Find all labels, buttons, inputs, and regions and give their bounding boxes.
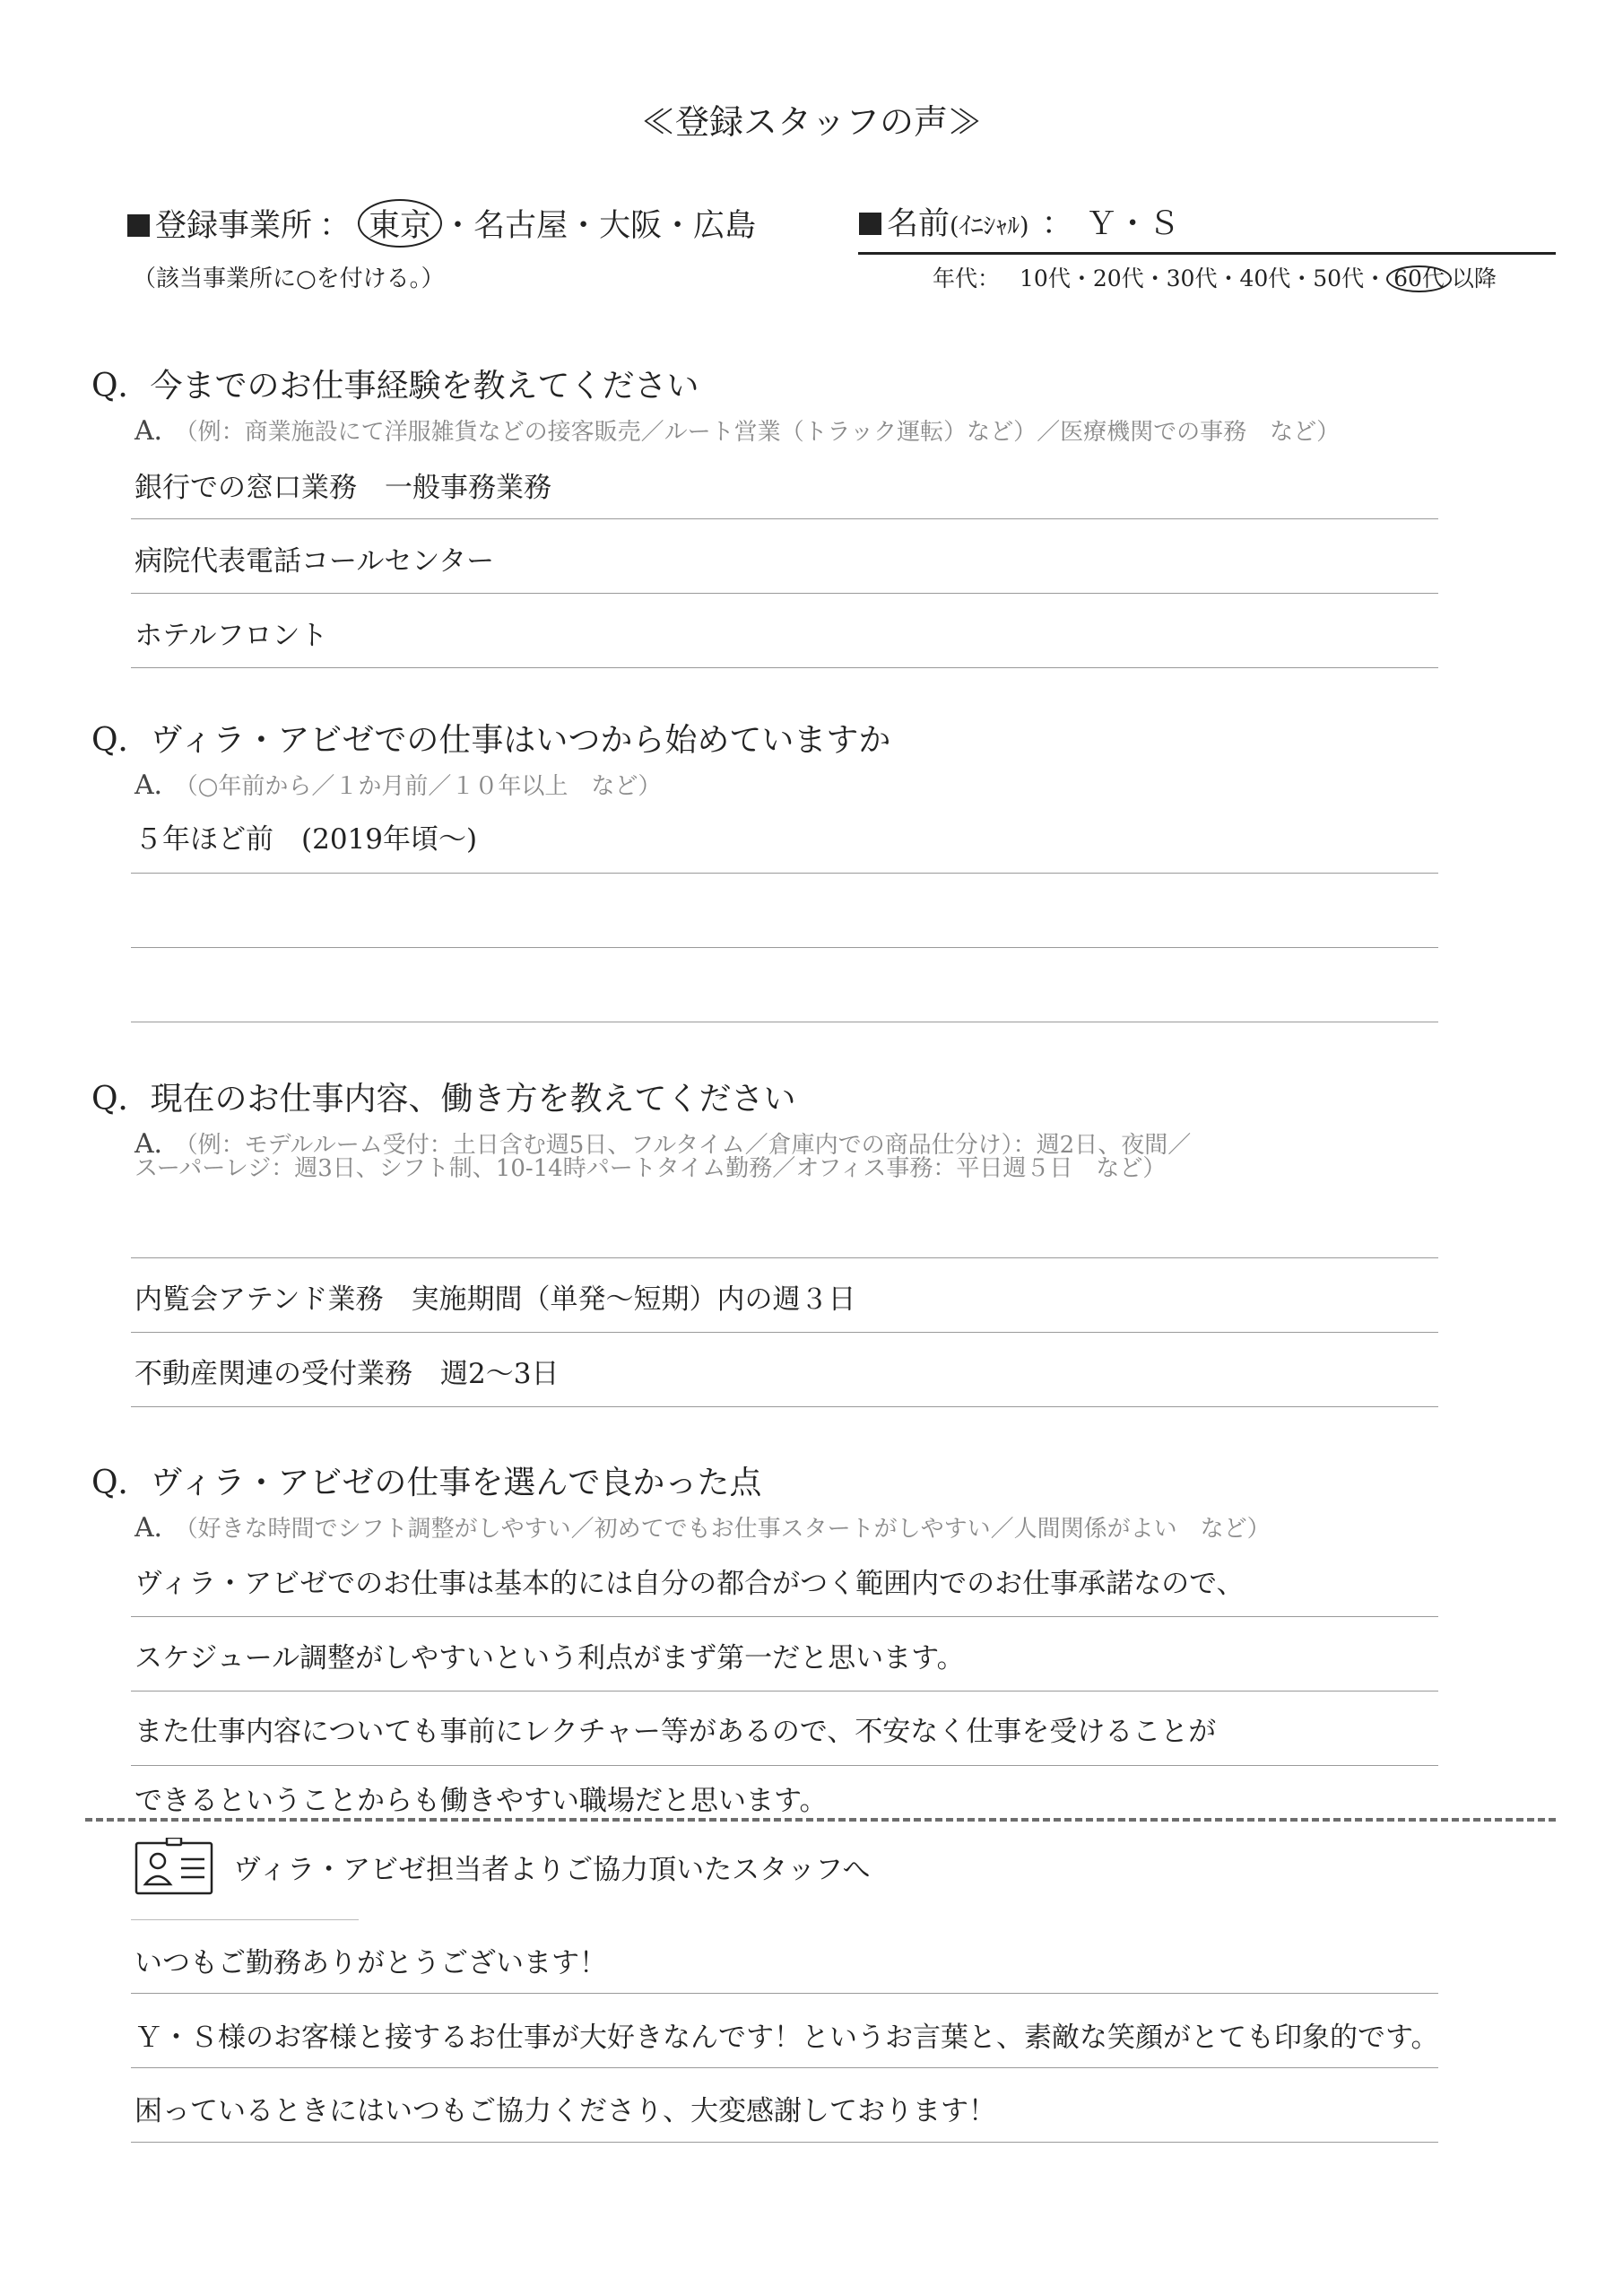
answer-line bbox=[131, 947, 1438, 948]
q4-answer-2: スケジュール調整がしやすいという利点がまず第一だと思います。 bbox=[135, 1642, 965, 1674]
name-separator: ： bbox=[1041, 206, 1073, 242]
age-label: 年代： bbox=[933, 265, 1001, 291]
name-row bbox=[859, 199, 1180, 244]
q1-hint: （例：商業施設にて洋服雑貨などの接客販売／ルート営業（トラック運転）など）／医療機関での事務 など） bbox=[186, 419, 1341, 446]
message-line bbox=[131, 2142, 1438, 2143]
answer-line bbox=[131, 593, 1438, 594]
id-card-icon bbox=[135, 1838, 213, 1895]
name-underline bbox=[858, 252, 1556, 255]
staff-message-1: いつもご勤務ありがとうございます！ bbox=[135, 1947, 607, 1979]
answer-line bbox=[131, 1332, 1438, 1333]
q2-hint: （○年前から／１か月前／１０年以上 など） bbox=[186, 773, 662, 800]
answer-line bbox=[131, 518, 1438, 519]
q3-answer-1: 内覧会アテンド業務 実施期間（単発～短期）内の週３日 bbox=[135, 1283, 856, 1316]
q3-hint-1: （例：モデルルーム受付：土日含む週5日、フルタイム／倉庫内での商品仕分け）：週2日、夜間／ bbox=[186, 1132, 1192, 1159]
staff-section-title: ヴィラ・アビゼ担当者よりご協力頂いたスタッフへ bbox=[233, 1854, 871, 1886]
q2-a-label: A． bbox=[135, 770, 181, 801]
q3-a-label: A． bbox=[135, 1128, 181, 1160]
office-others: 名古屋・大阪・広島 bbox=[473, 208, 757, 244]
q4-question: Q．ヴィラ・アビゼの仕事を選んで良かった点 bbox=[91, 1465, 762, 1501]
office-dot: ・ bbox=[442, 208, 474, 244]
answer-line bbox=[131, 667, 1438, 668]
q2-question: Q．ヴィラ・アビゼでの仕事はいつから始めていますか bbox=[91, 722, 891, 759]
square-bullet-icon bbox=[859, 213, 881, 235]
age-selected: 60代 bbox=[1386, 265, 1452, 292]
name-sub-label: (ｲﾆｼｬﾙ) bbox=[950, 213, 1029, 240]
message-line bbox=[131, 1993, 1438, 1994]
office-label: 登録事業所 bbox=[155, 208, 313, 244]
q3-answer-2: 不動産関連の受付業務 週2～3日 bbox=[135, 1358, 560, 1390]
answer-line bbox=[131, 1765, 1438, 1766]
q2-hint-row bbox=[135, 762, 661, 802]
q3-question: Q．現在のお仕事内容、働き方を教えてください bbox=[91, 1081, 796, 1118]
office-separator: ： bbox=[319, 208, 352, 244]
q1-answer-3: ホテルフロント bbox=[135, 620, 328, 652]
q4-answer-1: ヴィラ・アビゼでのお仕事は基本的には自分の都合がつく範囲内でのお仕事承諾なので、 bbox=[135, 1568, 1245, 1600]
q1-hint-row bbox=[135, 408, 1340, 448]
square-bullet-icon bbox=[127, 214, 150, 237]
q4-answer-4: できるということからも働きやすい職場だと思います。 bbox=[135, 1785, 828, 1817]
answer-line bbox=[131, 1257, 1438, 1258]
q3-hint-2: スーパーレジ：週3日、シフト制、10-14時パートタイム勤務／オフィス事務：平日週５日 など） bbox=[135, 1155, 1167, 1182]
answer-line bbox=[131, 1616, 1438, 1617]
name-value: Ｙ・Ｓ bbox=[1085, 206, 1180, 242]
q1-a-label: A． bbox=[135, 415, 181, 447]
q1-answer-2: 病院代表電話コールセンター bbox=[135, 545, 495, 578]
office-row bbox=[127, 199, 756, 248]
office-selected: 東京 bbox=[358, 199, 442, 248]
title-underline bbox=[131, 1919, 359, 1920]
section-divider bbox=[85, 1818, 1556, 1822]
q4-hint: （好きな時間でシフト調整がしやすい／初めてでもお仕事スタートがしやすい／人間関係がよい など） bbox=[186, 1516, 1271, 1543]
age-options: 10代・20代・30代・40代・50代・ bbox=[1020, 265, 1387, 291]
message-line bbox=[131, 2067, 1438, 2068]
name-label: 名前 bbox=[887, 206, 950, 242]
age-suffix: 以降 bbox=[1451, 265, 1497, 291]
answer-line bbox=[131, 1691, 1438, 1692]
q1-answer-1: 銀行での窓口業務 一般事務業務 bbox=[135, 472, 551, 504]
q4-answer-3: また仕事内容についても事前にレクチャー等があるので、不安なく仕事を受けることが bbox=[135, 1716, 1217, 1748]
answer-line bbox=[131, 1406, 1438, 1407]
q4-hint-row bbox=[135, 1505, 1271, 1544]
staff-message-2: Ｙ・Ｓ様のお客様と接するお仕事が大好きなんです！というお言葉と、素敵な笑顔がとても印象的です。 bbox=[135, 2022, 1439, 2054]
q2-answer-1: ５年ほど前 (2019年頃～) bbox=[135, 823, 478, 856]
office-note: （該当事業所に○を付ける。） bbox=[133, 265, 445, 292]
q4-a-label: A． bbox=[135, 1512, 181, 1544]
page-title: ≪登録スタッフの声≫ bbox=[640, 102, 982, 142]
age-row bbox=[933, 261, 1497, 293]
q1-question: Q．今までのお仕事経験を教えてください bbox=[91, 368, 699, 404]
answer-line bbox=[131, 873, 1438, 874]
staff-message-3: 困っているときにはいつもご協力くださり、大変感謝しております！ bbox=[135, 2095, 996, 2127]
